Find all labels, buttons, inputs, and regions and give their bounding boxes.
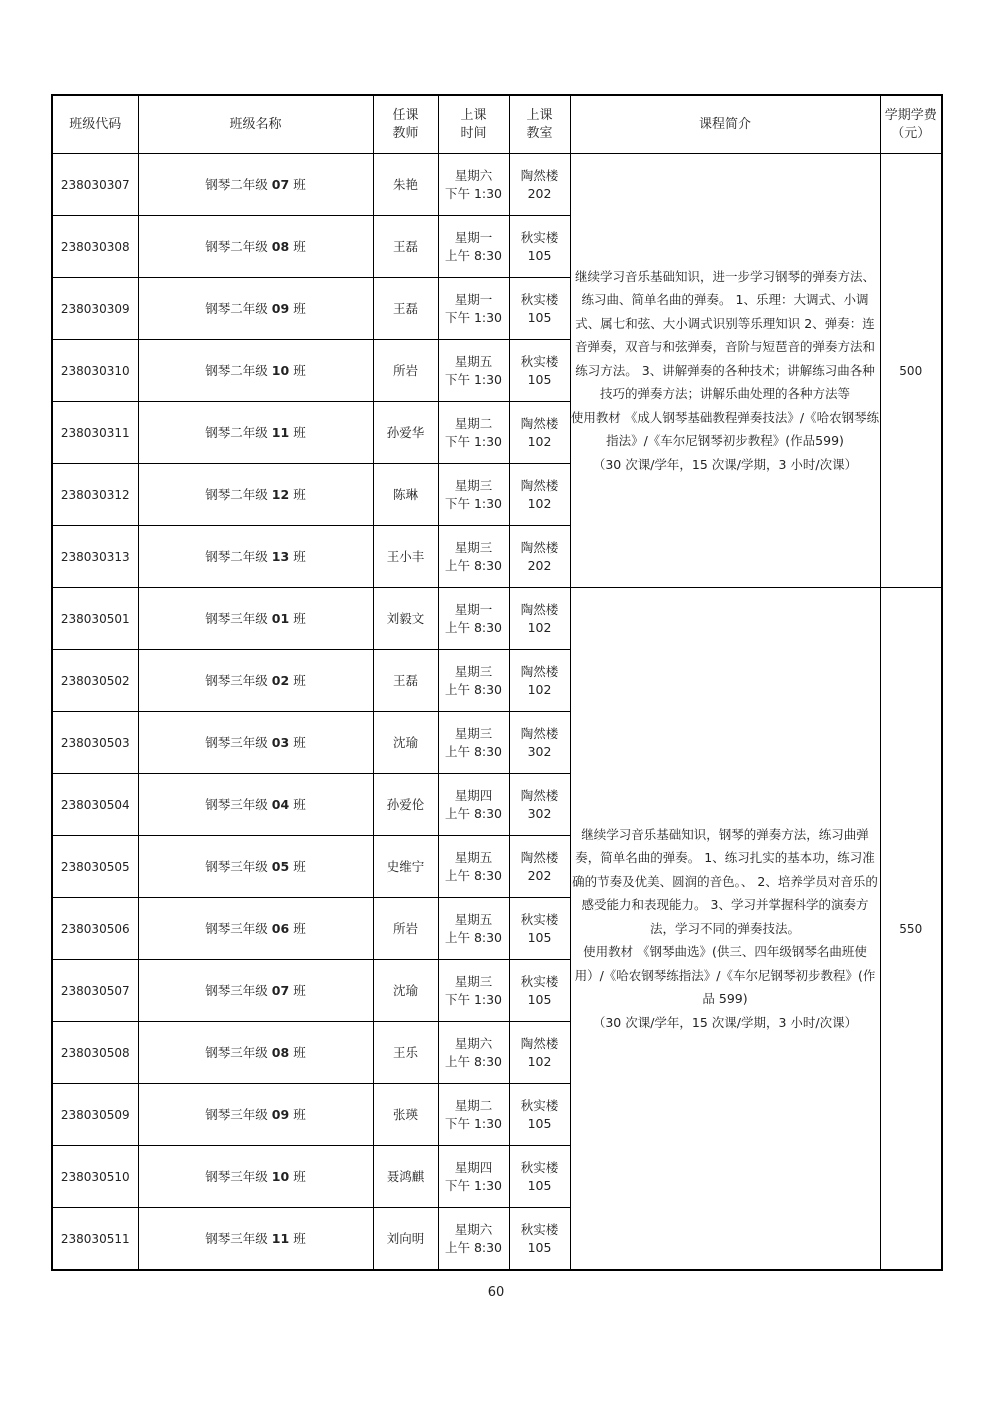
header-time: 上课 时间 (438, 95, 509, 154)
course-table (51, 94, 943, 1271)
class-time: 星期二 下午 1:30 (438, 1084, 509, 1146)
class-name: 钢琴三年级 07 班 (138, 960, 373, 1022)
teacher: 史维宁 (373, 836, 438, 898)
class-name: 钢琴二年级 09 班 (138, 278, 373, 340)
class-time: 星期六 上午 8:30 (438, 1208, 509, 1271)
table-body (52, 154, 942, 1271)
class-time: 星期三 下午 1:30 (438, 960, 509, 1022)
class-name: 钢琴三年级 05 班 (138, 836, 373, 898)
class-time: 星期四 上午 8:30 (438, 774, 509, 836)
class-time: 星期二 下午 1:30 (438, 402, 509, 464)
class-code: 238030502 (52, 650, 138, 712)
description-paragraph: 使用教材 《钢琴曲选》(供三、四年级钢琴名曲班使用）/《哈农钢琴练指法》/《车尔尼钢琴初步教程》(作品 599) (574, 944, 876, 1007)
classroom: 陶然楼 102 (509, 588, 570, 650)
class-code: 238030310 (52, 340, 138, 402)
class-code: 238030506 (52, 898, 138, 960)
classroom: 秋实楼 105 (509, 1146, 570, 1208)
class-time: 星期五 下午 1:30 (438, 340, 509, 402)
table-row (52, 588, 942, 650)
header-fee: 学期学费 （元） (880, 95, 942, 154)
table-row (52, 154, 942, 216)
teacher: 王磊 (373, 216, 438, 278)
header-room: 上课 教室 (509, 95, 570, 154)
class-name: 钢琴二年级 12 班 (138, 464, 373, 526)
teacher: 孙爱伦 (373, 774, 438, 836)
description-paragraph: 继续学习音乐基础知识，进一步学习钢琴的弹奏方法、练习曲、简单名曲的弹奏。 1、乐理：大调式、小调式、属七和弦、大小调式识别等乐理知识 2、弹奏：连音弹奏，双音与和弦弹奏，音阶与短琶音的弹奏方法和练习方法。 3、讲解弹奏的各种技术；讲解练习曲各种技巧的弹奏方法；讲解乐曲处理的各种方法等 (574, 268, 875, 402)
class-code: 238030507 (52, 960, 138, 1022)
teacher: 所岩 (373, 898, 438, 960)
class-time: 星期三 上午 8:30 (438, 650, 509, 712)
header-row (52, 95, 942, 154)
class-time: 星期六 上午 8:30 (438, 1022, 509, 1084)
class-name: 钢琴二年级 10 班 (138, 340, 373, 402)
course-description (570, 154, 880, 588)
class-code: 238030504 (52, 774, 138, 836)
classroom: 秋实楼 105 (509, 960, 570, 1022)
class-name: 钢琴三年级 10 班 (138, 1146, 373, 1208)
classroom: 秋实楼 105 (509, 1084, 570, 1146)
class-code: 238030311 (52, 402, 138, 464)
class-time: 星期三 上午 8:30 (438, 712, 509, 774)
teacher: 孙爱华 (373, 402, 438, 464)
class-time: 星期一 下午 1:30 (438, 278, 509, 340)
teacher: 刘向明 (373, 1208, 438, 1271)
class-name: 钢琴二年级 13 班 (138, 526, 373, 588)
class-name: 钢琴二年级 07 班 (138, 154, 373, 216)
class-name: 钢琴三年级 11 班 (138, 1208, 373, 1271)
class-name: 钢琴三年级 09 班 (138, 1084, 373, 1146)
class-code: 238030308 (52, 216, 138, 278)
class-name: 钢琴三年级 01 班 (138, 588, 373, 650)
class-code: 238030501 (52, 588, 138, 650)
course-schedule (51, 94, 941, 1271)
class-time: 星期四 下午 1:30 (438, 1146, 509, 1208)
semester-fee: 550 (880, 588, 942, 1271)
classroom: 秋实楼 105 (509, 340, 570, 402)
teacher: 朱艳 (373, 154, 438, 216)
class-name: 钢琴二年级 11 班 (138, 402, 373, 464)
class-code: 238030510 (52, 1146, 138, 1208)
class-time: 星期一 上午 8:30 (438, 588, 509, 650)
class-name: 钢琴三年级 04 班 (138, 774, 373, 836)
class-code: 238030307 (52, 154, 138, 216)
teacher: 王磊 (373, 650, 438, 712)
description-paragraph: （30 次课/学年，15 次课/学期，3 小时/次课） (592, 456, 858, 472)
class-code: 238030509 (52, 1084, 138, 1146)
teacher: 王小丰 (373, 526, 438, 588)
teacher: 陈琳 (373, 464, 438, 526)
class-code: 238030508 (52, 1022, 138, 1084)
page-number: 60 (487, 1285, 505, 1300)
teacher: 聂鸿麒 (373, 1146, 438, 1208)
header-code: 班级代码 (52, 95, 138, 154)
description-paragraph: （30 次课/学年，15 次课/学期，3 小时/次课） (592, 1014, 858, 1030)
teacher: 王乐 (373, 1022, 438, 1084)
class-name: 钢琴三年级 08 班 (138, 1022, 373, 1084)
teacher: 沈瑜 (373, 960, 438, 1022)
teacher: 张瑛 (373, 1084, 438, 1146)
header-teacher: 任课 教师 (373, 95, 438, 154)
classroom: 陶然楼 202 (509, 154, 570, 216)
header-name: 班级名称 (138, 95, 373, 154)
class-name: 钢琴二年级 08 班 (138, 216, 373, 278)
class-code: 238030313 (52, 526, 138, 588)
header-intro: 课程简介 (570, 95, 880, 154)
class-time: 星期三 下午 1:30 (438, 464, 509, 526)
teacher: 沈瑜 (373, 712, 438, 774)
class-code: 238030511 (52, 1208, 138, 1271)
classroom: 秋实楼 105 (509, 1208, 570, 1271)
teacher: 所岩 (373, 340, 438, 402)
class-name: 钢琴三年级 03 班 (138, 712, 373, 774)
class-name: 钢琴三年级 06 班 (138, 898, 373, 960)
description-paragraph: 使用教材 《成人钢琴基础教程弹奏技法》/《哈农钢琴练指法》/《车尔尼钢琴初步教程》(作品599) (570, 409, 880, 449)
classroom: 陶然楼 302 (509, 712, 570, 774)
classroom: 秋实楼 105 (509, 278, 570, 340)
class-code: 238030309 (52, 278, 138, 340)
class-name: 钢琴三年级 02 班 (138, 650, 373, 712)
classroom: 陶然楼 202 (509, 526, 570, 588)
classroom: 陶然楼 102 (509, 650, 570, 712)
classroom: 陶然楼 102 (509, 464, 570, 526)
classroom: 陶然楼 202 (509, 836, 570, 898)
class-time: 星期六 下午 1:30 (438, 154, 509, 216)
classroom: 陶然楼 302 (509, 774, 570, 836)
teacher: 王磊 (373, 278, 438, 340)
class-time: 星期三 上午 8:30 (438, 526, 509, 588)
class-time: 星期一 上午 8:30 (438, 216, 509, 278)
classroom: 陶然楼 102 (509, 1022, 570, 1084)
teacher: 刘毅文 (373, 588, 438, 650)
semester-fee: 500 (880, 154, 942, 588)
class-time: 星期五 上午 8:30 (438, 836, 509, 898)
classroom: 秋实楼 105 (509, 898, 570, 960)
classroom: 秋实楼 105 (509, 216, 570, 278)
classroom: 陶然楼 102 (509, 402, 570, 464)
course-description (570, 588, 880, 1271)
description-paragraph: 继续学习音乐基础知识，钢琴的弹奏方法，练习曲弹奏，简单名曲的弹奏。 1、练习扎实的基本功，练习准确的节奏及优美、圆润的音色。、 2、培养学员对音乐的感受能力和表现能力。 3、学习并掌握科学的演奏方法，学习不同的弹奏技法。 (572, 826, 878, 936)
class-time: 星期五 上午 8:30 (438, 898, 509, 960)
class-code: 238030503 (52, 712, 138, 774)
class-code: 238030505 (52, 836, 138, 898)
class-code: 238030312 (52, 464, 138, 526)
